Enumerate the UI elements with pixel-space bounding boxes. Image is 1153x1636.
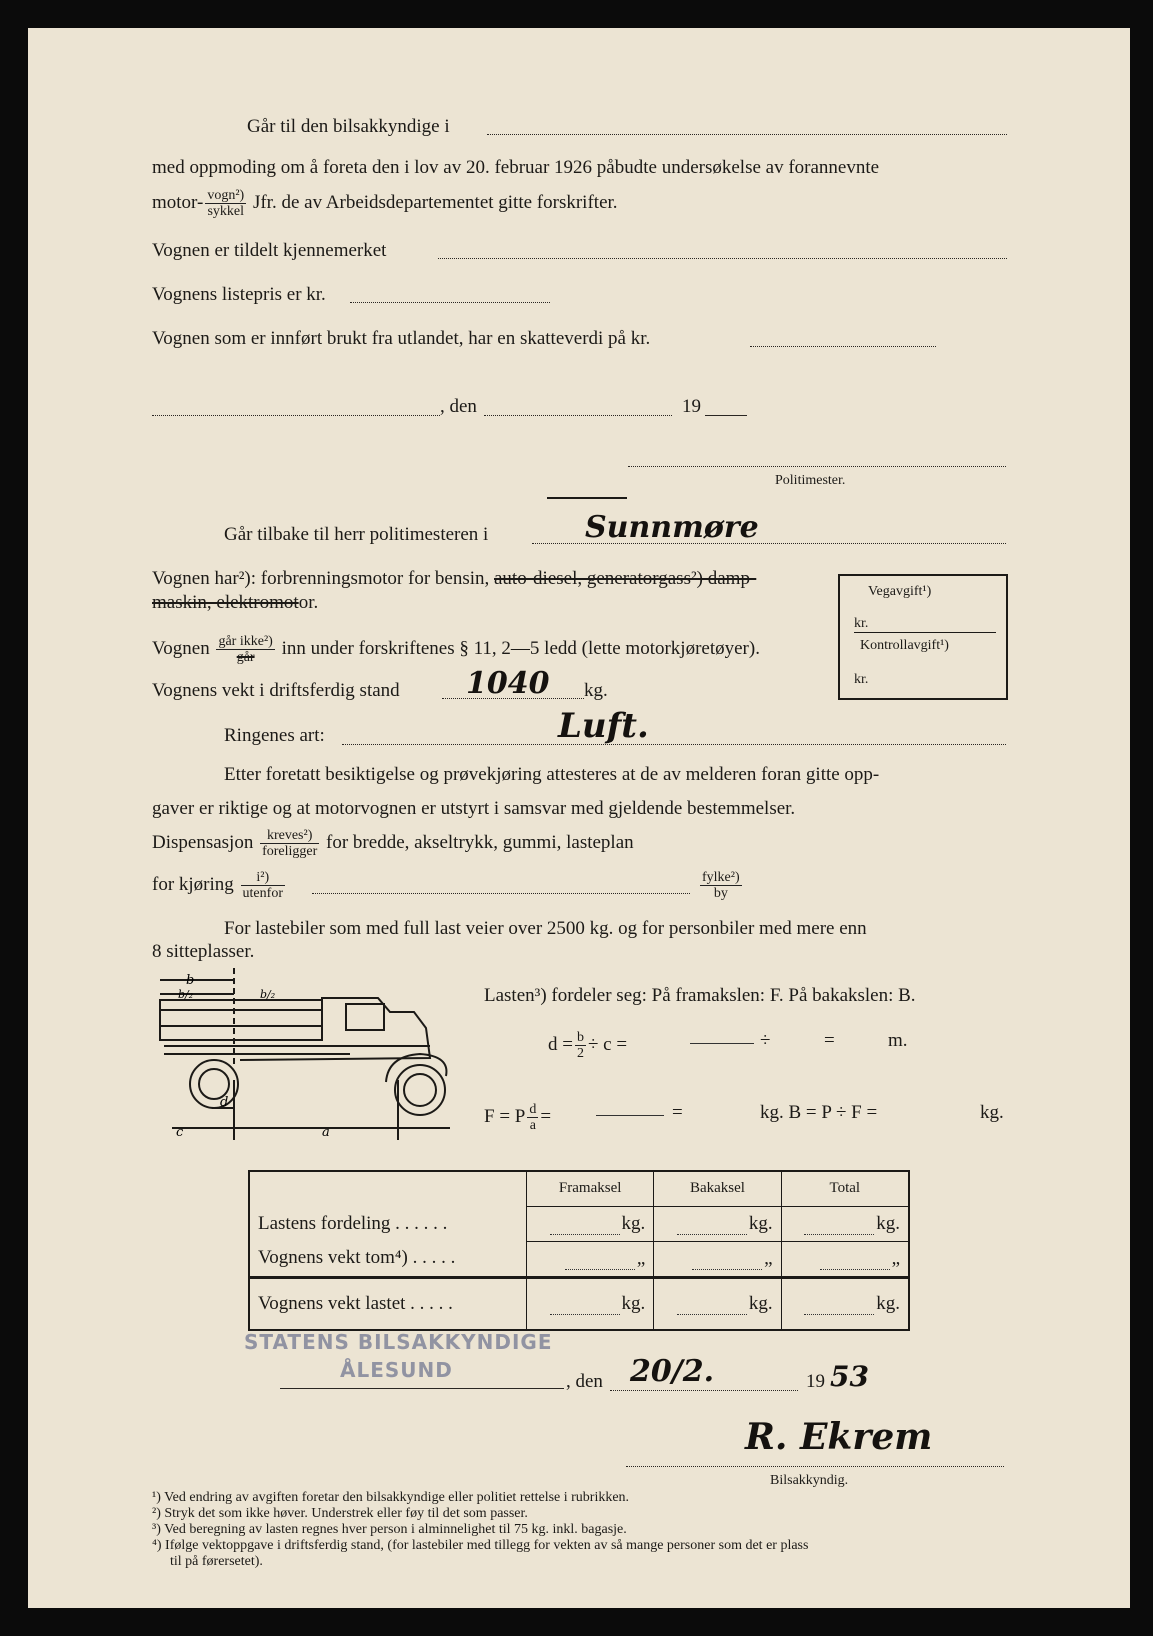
header-line2: med oppmoding om å foreta den i lov av 20. februar 1926 påbudte undersøkelse av forannevnte (152, 157, 880, 178)
motor-prefix: motor- (152, 191, 204, 213)
har-struck-options: auto-diesel, generatorgass²) damp- (494, 568, 757, 589)
truck-front-wheel (190, 1060, 238, 1108)
sign-place-field[interactable] (280, 1388, 564, 1389)
fylke-fraction-wrap (698, 870, 744, 901)
place-field[interactable] (152, 415, 440, 416)
motor-line (152, 188, 618, 219)
kjoring-fraction (241, 870, 285, 901)
formula-f-kg2: kg. (980, 1102, 1004, 1123)
fee-box (838, 574, 1008, 700)
table-header-total: Total (781, 1171, 909, 1206)
table-corner (249, 1171, 527, 1206)
stamp-line1: STATENS BILSAKKYNDIGE (244, 1330, 553, 1354)
table-row (249, 1241, 909, 1277)
diagram-label-c: c (176, 1125, 184, 1140)
table-cell[interactable] (781, 1241, 909, 1277)
formula-f-frac-bottom: a (529, 1118, 536, 1133)
header-line1: Går til den bilsakkyndige i (247, 116, 450, 137)
kjoring-line (152, 870, 287, 901)
har-prefix: Vognen har²): forbrenningsmotor for bensin, (152, 568, 494, 589)
table-cell-unit: kg. (748, 1212, 773, 1234)
separator-line (547, 497, 627, 499)
formula-d-rhs: ÷ c = (587, 1033, 628, 1055)
table-cell[interactable] (654, 1241, 781, 1277)
ringer-field[interactable] (342, 744, 1006, 745)
skatteverdi-label: Vognen som er innført brukt fra utlandet, har en skatteverdi på kr. (152, 328, 651, 349)
footnote-2: ²) Stryk det som ikke høver. Understrek eller føy til det som passer. (152, 1506, 528, 1521)
politimester-place-handwritten: Sunnmøre (585, 510, 759, 545)
footnote-4: ⁴) Ifølge vektoppgave i driftsferdig stand, (for lastebiler med tillegg for vekten av så mange personer som det er plass (152, 1538, 809, 1553)
table-cell-unit: kg. (748, 1292, 773, 1314)
table-cell[interactable] (527, 1241, 654, 1277)
table-row (249, 1206, 909, 1241)
har-line2 (152, 592, 318, 614)
table-header-bakaksel: Bakaksel (654, 1171, 781, 1206)
table-cell[interactable] (654, 1206, 781, 1241)
den-label: , den (440, 396, 477, 417)
formula-d-frac-bottom: 2 (576, 1046, 584, 1061)
formula-m: m. (888, 1030, 908, 1051)
formula-d-frac (575, 1030, 586, 1061)
vegavgift-kr: kr. (854, 616, 869, 631)
listepris-label: Vognens listepris er kr. (152, 284, 326, 305)
truck-rear-wheel (395, 1065, 445, 1115)
table-cell[interactable] (527, 1206, 654, 1241)
sign-date-field[interactable] (610, 1390, 798, 1391)
formula-f-field[interactable] (596, 1115, 664, 1116)
kjennemerke-field[interactable] (438, 258, 1007, 259)
table-cell-unit: kg. (621, 1212, 646, 1234)
gaar-bottom: går (236, 650, 255, 665)
gaar-fraction (216, 634, 274, 665)
formula-div: ÷ (760, 1030, 771, 1051)
formula-f-frac-top: d (529, 1102, 537, 1117)
table-cell-unit: „ (764, 1247, 773, 1269)
table-cell-unit: kg. (876, 1292, 900, 1314)
formula-eq: = (824, 1030, 835, 1051)
diagram-label-b: b (186, 973, 195, 988)
formula-f-kg: kg. B = P ÷ F = (760, 1102, 878, 1123)
footnote-4-cont: til på førersetet). (170, 1554, 263, 1569)
skatteverdi-field[interactable] (750, 346, 936, 347)
formula-f-eq2: = (672, 1102, 683, 1123)
kontrollavgift-label: Kontrollavgift¹) (860, 638, 949, 653)
table-cell[interactable] (781, 1277, 909, 1330)
sign-year-handwritten: 53 (830, 1360, 869, 1393)
table-header-framaksel: Framaksel (527, 1171, 654, 1206)
load-table (248, 1170, 910, 1331)
politimester-signature-field[interactable] (628, 466, 1006, 467)
ringer-handwritten: Luft. (558, 706, 649, 746)
sign-den-label: , den (566, 1371, 603, 1392)
truck-cab (240, 998, 430, 1060)
kontrollavgift-kr: kr. (854, 672, 869, 687)
formula-d-frac-top: b (576, 1030, 584, 1045)
har-line2-tail: or. (298, 592, 319, 613)
table-cell[interactable] (781, 1206, 909, 1241)
listepris-field[interactable] (350, 302, 550, 303)
sign-date-handwritten: 20/2. (630, 1354, 715, 1389)
gaar-top: går ikke²) (218, 634, 273, 649)
har-line1 (152, 568, 756, 590)
table-cell[interactable] (527, 1277, 654, 1330)
formula-f-eq: = (540, 1105, 552, 1127)
formula-d (548, 1030, 627, 1061)
kjoring-field[interactable] (312, 893, 690, 894)
fylke-top: fylke²) (702, 870, 740, 885)
table-cell-unit: „ (891, 1247, 900, 1269)
table-cell-unit: „ (636, 1247, 646, 1269)
attest-line1: Etter foretatt besiktigelse og prøvekjøring attesteres at de av melderen foran gitte opp- (224, 764, 880, 785)
diagram-label-a: a (322, 1125, 330, 1140)
formula-f-lhs: F = P (484, 1105, 526, 1127)
tilbake-label: Går tilbake til herr politimesteren i (224, 524, 489, 545)
disp-bottom: foreligger (262, 844, 318, 859)
load-intro2: 8 sitteplasser. (152, 941, 255, 962)
date-field[interactable] (484, 415, 672, 416)
disp-fraction (260, 828, 319, 859)
vekt-unit: kg. (584, 680, 608, 701)
motor-frac-bottom: sykkel (207, 204, 245, 219)
table-cell-unit: kg. (621, 1292, 646, 1314)
politimester-label: Politimester. (775, 473, 846, 488)
vekt-handwritten: 1040 (466, 666, 550, 701)
footnote-1: ¹) Ved endring av avgiften foretar den bilsakkyndige eller politiet rettelse i rubrikken. (152, 1490, 630, 1505)
kjennemerke-label: Vognen er tildelt kjennemerket (152, 240, 387, 261)
sign-year-prefix: 19 (806, 1371, 825, 1392)
formula-f-frac (527, 1102, 538, 1133)
table-cell[interactable] (654, 1277, 781, 1330)
diagram-label-b2: b/₂ (178, 988, 194, 1001)
motor-frac-top: vogn²) (207, 188, 245, 203)
vegavgift-label: Vegavgift¹) (868, 584, 932, 599)
truck-diagram (150, 968, 450, 1144)
dispensasjon-line (152, 828, 634, 859)
disp-top: kreves²) (260, 828, 319, 844)
formula-d-field1[interactable] (690, 1043, 754, 1044)
kjoring-bottom: utenfor (242, 886, 283, 901)
bilsakkyndig-signature-field[interactable] (626, 1466, 1004, 1467)
formula-d-lhs: d = (548, 1033, 573, 1055)
kjoring-prefix: for kjøring (152, 873, 234, 895)
diagram-label-b2-right: b/₂ (260, 988, 276, 1001)
vegavgift-field[interactable] (854, 632, 996, 633)
load-intro1: For lastebiler som med full last veier over 2500 kg. og for personbiler med mere enn (224, 918, 867, 939)
table-row-label: Vognens vekt lastet . . . . . (249, 1277, 527, 1330)
stamp-line2: ÅLESUND (340, 1358, 453, 1382)
fylke-bottom: by (713, 886, 728, 901)
formula-f (484, 1102, 551, 1133)
bilsakkyndige-place-field[interactable] (487, 134, 1007, 135)
table-cell-unit: kg. (876, 1212, 900, 1234)
attest-line2: gaver er riktige og at motorvognen er utstyrt i samsvar med gjeldende bestemmelser. (152, 798, 796, 819)
truck-cargo-box (160, 1000, 322, 1040)
table-row-label: Lastens fordeling . . . . . . (249, 1206, 527, 1241)
table-row-label: Vognens vekt tom⁴) . . . . . (249, 1241, 527, 1277)
diagram-label-d: d (220, 1095, 229, 1110)
ringer-label: Ringenes art: (224, 725, 325, 746)
motor-fraction (205, 188, 246, 219)
fylke-fraction (700, 870, 742, 901)
disp-suffix: for bredde, akseltrykk, gummi, lasteplan (326, 831, 634, 853)
gaar-suffix: inn under forskriftenes § 11, 2—5 ledd (lette motorkjøretøyer). (281, 637, 760, 659)
bilsakkyndig-signature-handwritten: R. Ekrem (745, 1416, 933, 1458)
table-row (249, 1277, 909, 1330)
year-field[interactable] (705, 415, 747, 416)
footnote-3: ³) Ved beregning av lasten regnes hver person i alminnelighet til 75 kg. inkl. bagasje. (152, 1522, 627, 1537)
vekt-label: Vognens vekt i driftsferdig stand (152, 680, 400, 701)
bilsakkyndig-label: Bilsakkyndig. (770, 1473, 849, 1488)
lasten-line: Lasten³) fordeler seg: På framakslen: F. På bakakslen: B. (484, 985, 916, 1006)
disp-prefix: Dispensasjon (152, 831, 254, 853)
har-line2-struck: maskin, elektromot (152, 592, 299, 613)
year-prefix: 19 (682, 396, 701, 417)
motor-suffix: Jfr. de av Arbeidsdepartementet gitte forskrifter. (252, 191, 618, 213)
gaar-prefix: Vognen (152, 637, 210, 659)
kjoring-top: i²) (241, 870, 285, 886)
gaar-line (152, 634, 760, 665)
